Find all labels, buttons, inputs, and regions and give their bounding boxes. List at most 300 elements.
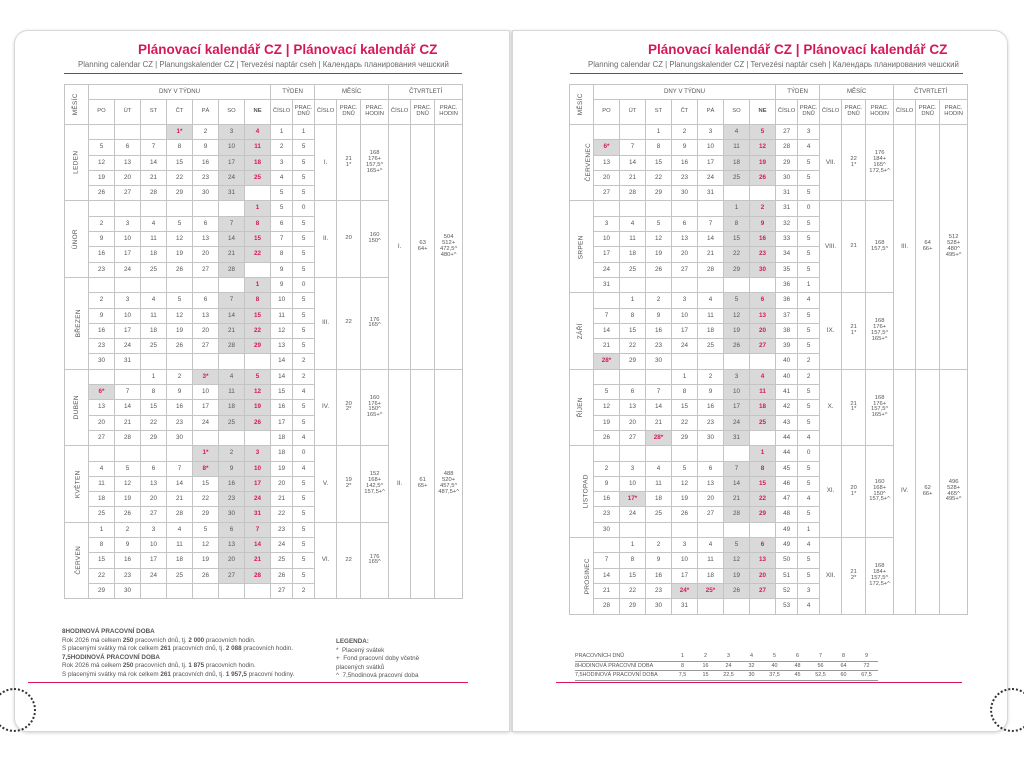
day-cell: 25* <box>698 583 724 598</box>
summary-value: 45 <box>786 671 809 681</box>
hours-summary-table <box>575 652 878 681</box>
day-cell: 7 <box>141 140 167 155</box>
day-cell: 21 <box>594 339 620 354</box>
notes-text: pracovních dnů, tj. <box>133 662 189 670</box>
quarter-group-header: ČTVRTLETÍ <box>389 85 463 100</box>
day-cell: 25 <box>724 170 750 185</box>
summary-value: 3 <box>717 652 740 661</box>
day-cell: 9 <box>646 553 672 568</box>
month-hours-cell: 152 168+ 142,5^ 157,5+^ <box>361 446 389 522</box>
day-cell <box>750 186 776 201</box>
day-cell <box>750 354 776 369</box>
day-cell: 10 <box>193 385 219 400</box>
day-cell: 1 <box>750 446 776 461</box>
day-cell: 6 <box>141 461 167 476</box>
day-cell: 9 <box>594 476 620 491</box>
day-cell <box>141 446 167 461</box>
weekday-header: PÁ <box>698 100 724 125</box>
week-number-cell: 41 <box>776 385 798 400</box>
day-cell: 5 <box>89 140 115 155</box>
legend <box>336 638 448 681</box>
day-cell: 12 <box>724 553 750 568</box>
day-cell: 5 <box>167 293 193 308</box>
day-cell: 6 <box>115 140 141 155</box>
quarter-number-cell: II. <box>389 369 411 598</box>
day-cell: 14 <box>115 400 141 415</box>
day-cell: 9 <box>698 385 724 400</box>
week-number-cell: 45 <box>776 461 798 476</box>
day-cell: 9 <box>672 140 698 155</box>
week-workdays-cell: 5 <box>293 492 315 507</box>
day-cell: 23 <box>750 247 776 262</box>
summary-value: 5 <box>763 652 786 661</box>
week-workdays-cell: 5 <box>293 232 315 247</box>
day-cell: 27 <box>141 507 167 522</box>
day-cell <box>141 354 167 369</box>
week-number-cell: 5 <box>271 186 293 201</box>
notes-text: pracovních dnů, tj. <box>170 645 226 653</box>
day-cell: 30 <box>193 186 219 201</box>
day-cell: 29 <box>245 339 271 354</box>
day-cell: 18 <box>698 323 724 338</box>
day-cell: 3 <box>594 216 620 231</box>
day-cell: 9 <box>89 232 115 247</box>
week-number-cell: 53 <box>776 599 798 614</box>
day-cell: 4 <box>141 216 167 231</box>
day-cell: 16 <box>167 400 193 415</box>
month-name: LISTOPAD <box>582 474 590 509</box>
legend-symbol: + <box>336 655 340 663</box>
day-cell: 11 <box>219 385 245 400</box>
week-workdays-cell: 4 <box>798 599 820 614</box>
week-workdays-cell: 5 <box>798 323 820 338</box>
day-cell: 29 <box>620 599 646 614</box>
month-column-label: MĚSÍC <box>72 93 80 116</box>
month-hours-cell: 176 184+ 165^ 172,5+^ <box>866 125 894 201</box>
month-number-cell: VII. <box>820 125 842 201</box>
day-cell <box>594 293 620 308</box>
month-name-cell <box>65 125 89 201</box>
day-cell: 22 <box>750 492 776 507</box>
day-cell: 13 <box>219 538 245 553</box>
week-number-cell: 21 <box>271 492 293 507</box>
notes-text: pracovních hodin. <box>204 662 256 670</box>
notes-text: pracovních hodin. <box>241 645 294 653</box>
notes-value: 261 <box>160 645 171 653</box>
week-number-cell: 39 <box>776 339 798 354</box>
week-number-cell: 16 <box>271 400 293 415</box>
day-cell: 30 <box>594 522 620 537</box>
day-cell: 23 <box>646 583 672 598</box>
week-workdays-cell: 5 <box>798 507 820 522</box>
day-cell: 7 <box>219 293 245 308</box>
day-cell: 29 <box>167 186 193 201</box>
day-cell: 5 <box>672 461 698 476</box>
week-workdays-cell: 5 <box>798 339 820 354</box>
month-column-header <box>65 85 89 125</box>
week-number-cell: 3 <box>271 155 293 170</box>
day-cell: 20 <box>141 492 167 507</box>
day-cell: 7 <box>167 461 193 476</box>
week-number-cell: 9 <box>271 277 293 292</box>
week-number-cell: 27 <box>271 583 293 598</box>
day-cell: 24 <box>724 415 750 430</box>
week-number-cell: 49 <box>776 522 798 537</box>
day-cell: 12 <box>594 400 620 415</box>
month-name: SRPEN <box>577 234 585 259</box>
day-cell: 2 <box>672 125 698 140</box>
day-cell: 22 <box>672 415 698 430</box>
quarter-hours-cell: 504 512+ 472,5^ 480+^ <box>435 125 463 370</box>
week-number-cell: 18 <box>271 446 293 461</box>
week-number-cell: 1 <box>271 125 293 140</box>
day-cell: 2 <box>115 522 141 537</box>
summary-value: 8 <box>671 661 694 671</box>
day-cell: 9 <box>167 385 193 400</box>
week-number-cell: 47 <box>776 492 798 507</box>
day-cell: 16 <box>89 247 115 262</box>
day-cell: 14 <box>167 476 193 491</box>
day-cell: 6* <box>89 385 115 400</box>
notes-text: pracovních dnů, tj. <box>133 636 189 644</box>
day-cell: 1 <box>646 125 672 140</box>
day-cell: 26 <box>115 507 141 522</box>
day-cell: 3 <box>724 369 750 384</box>
day-cell <box>724 354 750 369</box>
week-number-cell: 52 <box>776 583 798 598</box>
month-workdays-cell: 19 2* <box>337 446 361 522</box>
month-number-cell: XII. <box>820 538 842 614</box>
week-number-cell: 28 <box>776 140 798 155</box>
notes-text: Rok 2026 má celkem <box>62 636 123 644</box>
day-cell: 18 <box>724 155 750 170</box>
day-cell: 16 <box>193 155 219 170</box>
day-cell: 30 <box>646 599 672 614</box>
day-cell <box>646 201 672 216</box>
day-cell: 28* <box>646 430 672 445</box>
week-number-cell: 36 <box>776 277 798 292</box>
quarter-number-cell: III. <box>894 125 916 370</box>
day-cell: 17 <box>193 400 219 415</box>
week-workdays-cell: 4 <box>798 430 820 445</box>
month-hours-cell: 168 157,5^ <box>866 201 894 293</box>
day-cell: 31 <box>219 186 245 201</box>
day-cell: 9 <box>193 140 219 155</box>
quarter-group-header: ČTVRTLETÍ <box>894 85 968 100</box>
day-cell: 7 <box>646 385 672 400</box>
summary-row <box>575 652 878 661</box>
weekday-header: ÚT <box>620 100 646 125</box>
month-name: LEDEN <box>72 151 80 175</box>
notes-text: Rok 2026 má celkem <box>62 662 123 670</box>
day-cell: 3 <box>115 216 141 231</box>
day-cell: 19 <box>724 323 750 338</box>
day-cell: 14 <box>245 538 271 553</box>
day-cell: 6 <box>620 385 646 400</box>
day-cell: 5 <box>594 385 620 400</box>
week-workdays-cell: 5 <box>798 232 820 247</box>
day-cell: 22 <box>724 247 750 262</box>
month-hours-cell: 168 176+ 157,5^ 165+^ <box>866 369 894 445</box>
day-cell: 20 <box>219 553 245 568</box>
day-cell: 17 <box>219 155 245 170</box>
week-workdays-cell: 5 <box>798 155 820 170</box>
week-number-cell: 19 <box>271 461 293 476</box>
day-cell: 22 <box>646 170 672 185</box>
day-cell: 15 <box>672 400 698 415</box>
day-cell: 12 <box>115 476 141 491</box>
month-group-header: MĚSÍC <box>315 85 389 100</box>
day-cell <box>594 369 620 384</box>
day-cell: 19 <box>594 415 620 430</box>
day-cell: 25 <box>219 415 245 430</box>
month-workdays-cell: 21 2* <box>842 538 866 614</box>
day-cell: 27 <box>89 430 115 445</box>
legend-symbol: ^ <box>336 672 339 680</box>
day-cell: 6 <box>750 293 776 308</box>
day-cell <box>219 583 245 598</box>
day-cell: 27 <box>219 568 245 583</box>
calendar-table-right <box>569 84 968 615</box>
summary-value: 56 <box>809 661 832 671</box>
day-cell <box>698 277 724 292</box>
day-cell: 11 <box>167 538 193 553</box>
day-cell: 19 <box>89 170 115 185</box>
summary-value: 60 <box>832 671 855 681</box>
day-cell: 10 <box>698 140 724 155</box>
day-cell <box>724 277 750 292</box>
day-cell: 11 <box>141 308 167 323</box>
day-cell <box>193 354 219 369</box>
table-row <box>65 369 463 384</box>
week-workdays-cell: 5 <box>798 262 820 277</box>
day-cell: 30 <box>115 583 141 598</box>
day-cell: 11 <box>698 308 724 323</box>
week-number-cell: 14 <box>271 369 293 384</box>
summary-value: 64 <box>832 661 855 671</box>
quarter-workdays-cell: 62 66+ <box>916 369 940 614</box>
week-number-cell: 8 <box>271 247 293 262</box>
day-cell <box>672 201 698 216</box>
weekday-header: PO <box>594 100 620 125</box>
month-name-cell <box>65 369 89 445</box>
day-cell: 15 <box>193 476 219 491</box>
day-cell <box>724 446 750 461</box>
day-cell: 5 <box>724 293 750 308</box>
week-workdays-cell: 1 <box>798 277 820 292</box>
day-cell: 18 <box>245 155 271 170</box>
day-cell <box>750 522 776 537</box>
week-group-header: TÝDEN <box>271 85 315 100</box>
week-number-cell: 51 <box>776 568 798 583</box>
month-number-cell: VIII. <box>820 201 842 293</box>
day-cell: 21 <box>594 583 620 598</box>
day-cell: 26 <box>672 507 698 522</box>
day-cell: 20 <box>115 170 141 185</box>
summary-label: PRACOVNÍCH DNŮ <box>575 652 671 661</box>
day-cell: 17 <box>672 568 698 583</box>
month-column-label: MĚSÍC <box>577 93 585 116</box>
day-cell: 18 <box>698 568 724 583</box>
week-workdays-cell: 4 <box>798 538 820 553</box>
week-workdays-cell: 5 <box>798 553 820 568</box>
legend-item <box>336 655 448 672</box>
day-cell <box>245 430 271 445</box>
day-cell: 23 <box>193 170 219 185</box>
day-cell <box>750 277 776 292</box>
day-cell: 9 <box>89 308 115 323</box>
day-cell: 12 <box>89 155 115 170</box>
week-workdays-cell: 5 <box>798 476 820 491</box>
day-cell: 3 <box>115 293 141 308</box>
week-workdays-cell: 5 <box>293 262 315 277</box>
day-cell: 18 <box>141 247 167 262</box>
day-cell: 2 <box>219 446 245 461</box>
month-workdays-cell: 21 1* <box>842 369 866 445</box>
day-cell: 3 <box>245 446 271 461</box>
week-number-cell: 36 <box>776 293 798 308</box>
week-workdays-cell: 2 <box>293 369 315 384</box>
day-cell: 23 <box>115 568 141 583</box>
day-cell: 19 <box>115 492 141 507</box>
day-cell: 8 <box>620 553 646 568</box>
quarter-workdays-header: PRAC. DNŮ <box>411 100 435 125</box>
notes-value: 2 088 <box>225 645 242 653</box>
month-name: ČERVEN <box>75 546 83 575</box>
week-workdays-cell: 0 <box>798 201 820 216</box>
day-cell: 27 <box>115 186 141 201</box>
week-workdays-cell: 5 <box>798 568 820 583</box>
week-workdays-cell: 5 <box>293 568 315 583</box>
day-cell <box>245 354 271 369</box>
notes-value: 250 <box>122 636 134 644</box>
day-cell: 16 <box>750 232 776 247</box>
quarter-number-cell: I. <box>389 125 411 370</box>
summary-value: 67,5 <box>855 671 878 681</box>
days-group-header: DNY V TÝDNU <box>594 85 776 100</box>
week-number-cell: 14 <box>271 354 293 369</box>
day-cell <box>698 599 724 614</box>
summary-value: 7 <box>809 652 832 661</box>
day-cell: 5 <box>724 538 750 553</box>
day-cell: 30 <box>167 430 193 445</box>
day-cell: 25 <box>646 507 672 522</box>
footer-rule-right <box>556 682 962 683</box>
day-cell: 28* <box>594 354 620 369</box>
working-time-notes <box>62 628 342 679</box>
day-cell <box>724 186 750 201</box>
week-workdays-cell: 5 <box>293 415 315 430</box>
day-cell: 10 <box>672 308 698 323</box>
day-cell: 22 <box>245 323 271 338</box>
day-cell <box>620 446 646 461</box>
day-cell: 10 <box>219 140 245 155</box>
notes-heading-75h: 7,5HODINOVÁ PRACOVNÍ DOBA <box>62 653 160 661</box>
day-cell: 12 <box>167 232 193 247</box>
month-name: ZÁŘÍ <box>577 322 585 340</box>
month-number-cell: VI. <box>315 522 337 598</box>
day-cell: 10 <box>672 553 698 568</box>
day-cell: 2 <box>167 369 193 384</box>
week-workdays-cell: 5 <box>293 476 315 491</box>
days-group-header: DNY V TÝDNU <box>89 85 271 100</box>
day-cell: 18 <box>141 323 167 338</box>
day-cell <box>698 522 724 537</box>
day-cell: 18 <box>219 400 245 415</box>
day-cell <box>115 369 141 384</box>
quarter-hours-cell: 488 520+ 457,5^ 487,5+^ <box>435 369 463 598</box>
day-cell: 26 <box>646 262 672 277</box>
day-cell: 26 <box>89 186 115 201</box>
day-cell: 4 <box>646 461 672 476</box>
week-workdays-cell: 1 <box>293 125 315 140</box>
weekday-header: ČT <box>672 100 698 125</box>
week-number-cell: 7 <box>271 232 293 247</box>
summary-value: 8 <box>832 652 855 661</box>
day-cell: 26 <box>167 262 193 277</box>
week-workdays-cell: 5 <box>798 308 820 323</box>
day-cell: 23 <box>89 262 115 277</box>
day-cell: 10 <box>594 232 620 247</box>
day-cell: 8 <box>620 308 646 323</box>
day-cell: 16 <box>219 476 245 491</box>
day-cell: 21 <box>115 415 141 430</box>
day-cell: 24 <box>245 492 271 507</box>
day-cell: 26 <box>594 430 620 445</box>
week-number-cell: 35 <box>776 262 798 277</box>
day-cell <box>594 201 620 216</box>
month-number-cell: XI. <box>820 446 842 538</box>
week-number-cell: 22 <box>271 507 293 522</box>
week-workdays-cell: 5 <box>798 415 820 430</box>
week-workdays-header: PRAC. DNŮ <box>798 100 820 125</box>
day-cell: 15 <box>245 308 271 323</box>
day-cell <box>646 522 672 537</box>
month-hours-cell: 176 165^ <box>361 277 389 369</box>
day-cell: 20 <box>750 568 776 583</box>
day-cell <box>724 522 750 537</box>
day-cell: 27 <box>698 507 724 522</box>
day-cell <box>672 522 698 537</box>
month-hours-header: PRAC. HODIN <box>361 100 389 125</box>
month-hours-cell: 168 176+ 157,5^ 165+^ <box>361 125 389 201</box>
quarter-hours-header: PRAC. HODIN <box>940 100 968 125</box>
week-number-cell: 46 <box>776 476 798 491</box>
day-cell: 5 <box>245 369 271 384</box>
day-cell: 13 <box>594 155 620 170</box>
month-hours-cell: 176 165^ <box>361 522 389 598</box>
header-row <box>65 85 463 100</box>
day-cell <box>89 277 115 292</box>
month-number-header: ČÍSLO <box>820 100 842 125</box>
page-subtitle-right: Planning calendar CZ | Planungskalender CZ | Tervezési naptár cseh | Календарь планирования чешский <box>588 60 959 69</box>
day-cell: 23 <box>219 492 245 507</box>
day-cell: 22 <box>620 339 646 354</box>
quarter-hours-cell: 512 528+ 480^ 495+^ <box>940 125 968 370</box>
day-cell: 13 <box>750 553 776 568</box>
day-cell: 29 <box>672 430 698 445</box>
day-cell: 4 <box>698 293 724 308</box>
week-workdays-header: PRAC. DNŮ <box>293 100 315 125</box>
day-cell: 14 <box>219 308 245 323</box>
day-cell: 1 <box>245 201 271 216</box>
day-cell: 13 <box>89 400 115 415</box>
week-workdays-cell: 5 <box>293 400 315 415</box>
day-cell: 11 <box>620 232 646 247</box>
month-workdays-cell: 22 <box>337 277 361 369</box>
day-cell: 11 <box>698 553 724 568</box>
day-cell: 21 <box>141 170 167 185</box>
